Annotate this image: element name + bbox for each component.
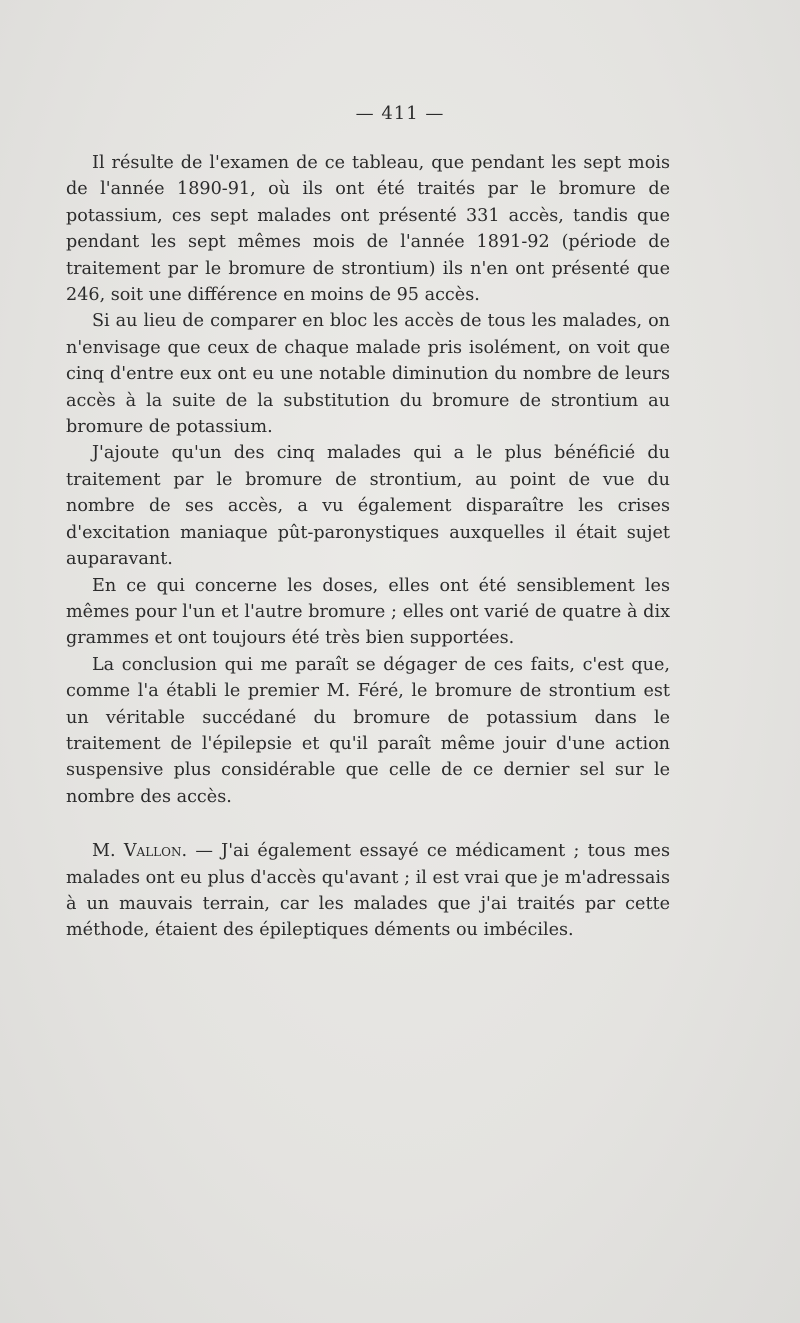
paragraph-1: Il résulte de l'examen de ce tableau, que pendant les sept mois de l'année 1890-91, où ils ont été traités par le bromure de potassium, ces sept malades ont présenté 331 accès, tandis que pendant les sept mêmes mois de l'année 1891-92 (période de traitement par le bromure de strontium) ils n'en ont présenté que 246, soit une différence en moins de 95 accès. (66, 153, 670, 306)
body-text (66, 150, 670, 944)
paragraph-3: J'ajoute qu'un des cinq malades qui a le plus bénéficié du traitement par le bromure de strontium, au point de vue du nombre de ses accès, a vu également disparaître les crises d'excitation maniaque pût-paronystiques auxquelles il était sujet auparavant. (66, 443, 670, 570)
paragraph-2: Si au lieu de comparer en bloc les accès de tous les malades, on n'envisage que ceux de chaque malade pris isolément, on voit que cinq d'entre eux ont eu une notable diminution du nombre de leurs accès à la suite de la substitution du bromure de strontium au bromure de potassium. (66, 311, 670, 438)
paragraph-5: La conclusion qui me paraît se dégager de ces faits, c'est que, comme l'a établi le premier M. Féré, le bromure de strontium est un véritable succédané du bromure de potassium dans le traitement de l'épilepsie et qu'il paraît même jouir d'une action suspensive plus considérable que celle de ce dernier sel sur le nombre des accès. (66, 654, 670, 807)
speaker-name: M. Vallon. (92, 841, 188, 862)
discussion-text: — J'ai également essayé ce médicament ; tous mes malades ont eu plus d'accès qu'avant ; il est vrai que je m'adressais à un mauvais terrain, car les malades que j'ai traités par cette méthode, étaient des épileptiques déments ou imbéciles. (66, 841, 670, 941)
page-number: — 411 — (355, 103, 445, 124)
discussion-paragraph (66, 838, 670, 944)
paragraph-4: En ce qui concerne les doses, elles ont été sensiblement les mêmes pour l'un et l'autre bromure ; elles ont varié de quatre à dix grammes et ont toujours été très bien supportées. (66, 575, 670, 649)
